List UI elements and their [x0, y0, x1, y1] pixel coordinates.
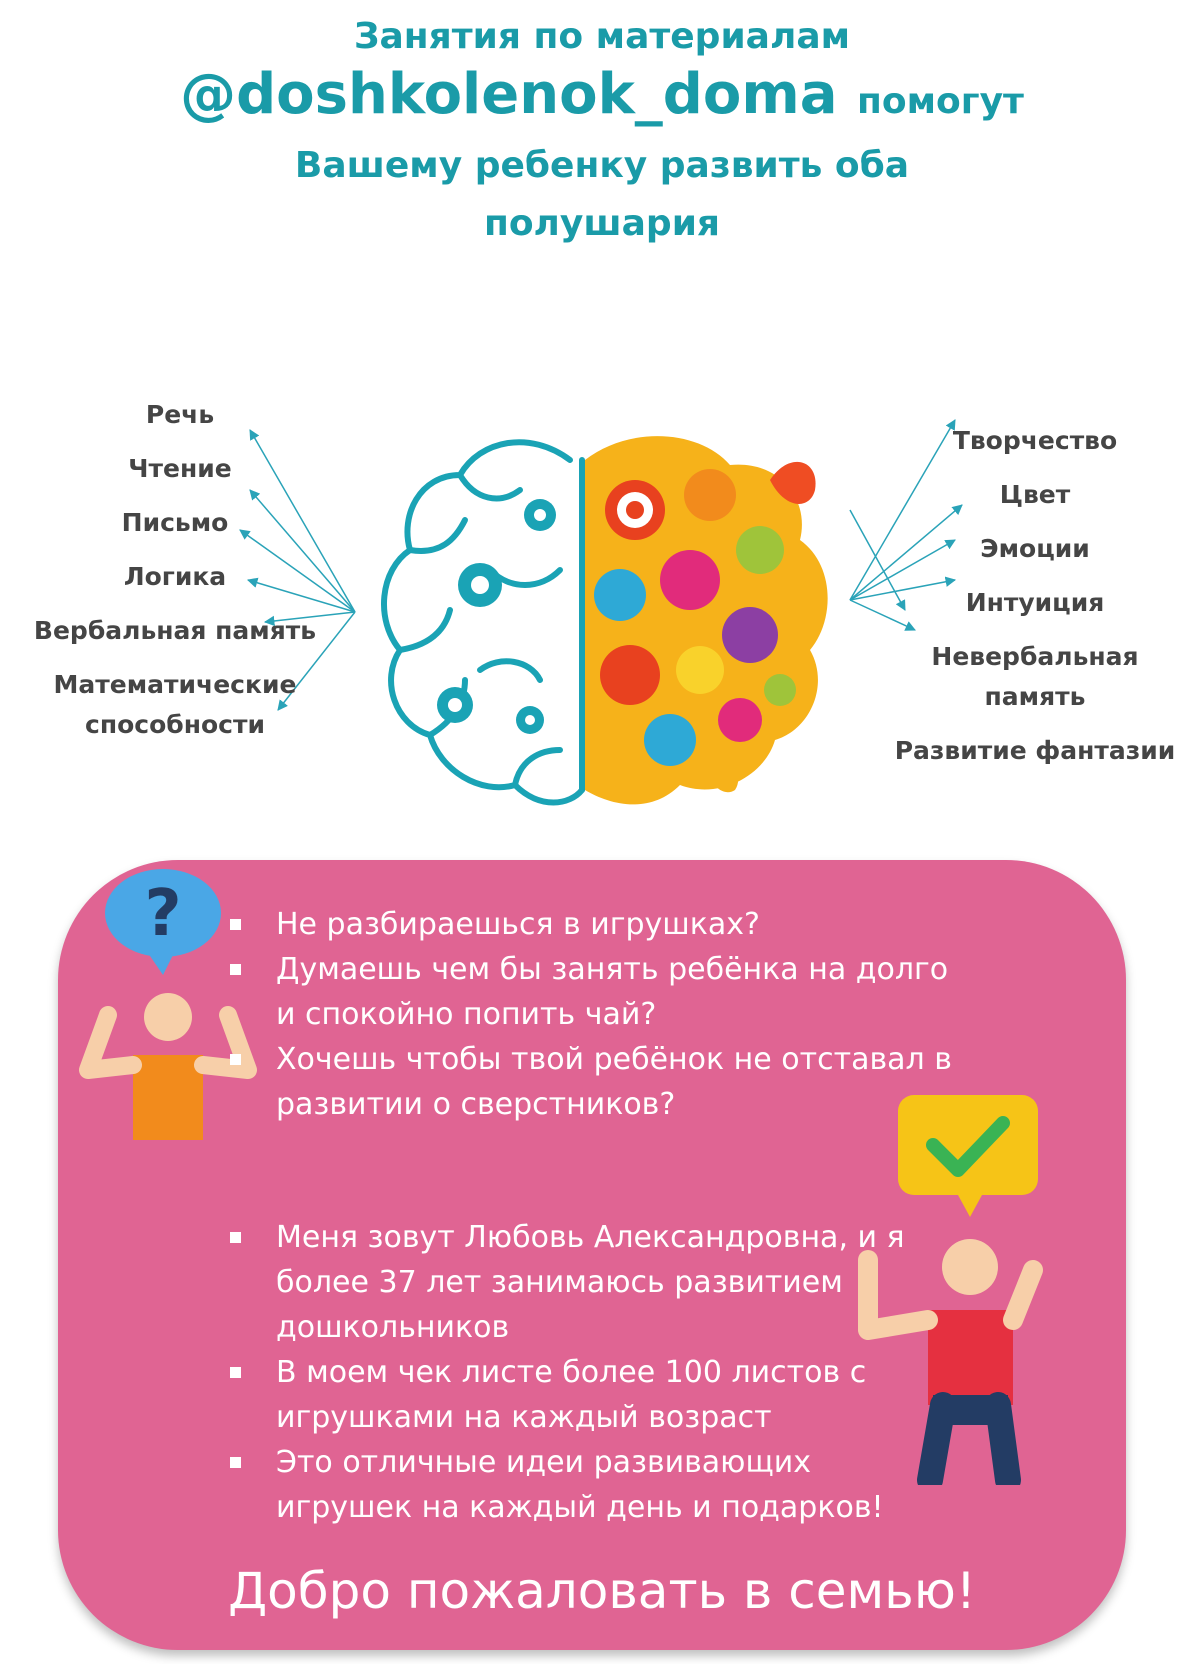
label-pismo: Письмо: [121, 508, 229, 537]
brain-diagram: [0, 390, 1204, 830]
answer-item: Это отличные идеи развивающих игрушек на каждый день и подарков!: [230, 1440, 930, 1530]
header-line-1: Занятия по материалам: [353, 16, 851, 57]
question-item: Думаешь чем бы занять ребёнка на долго и спокойно попить чай?: [230, 947, 970, 1037]
brain-illustration: [370, 420, 840, 820]
arrow-intuiciya: [850, 580, 955, 600]
arrow-cvet: [850, 505, 962, 600]
header-line-3: Вашему ребенку развить оба: [294, 145, 910, 186]
answer-item: В моем чек листе более 100 листов с игрушками на каждый возраст: [230, 1350, 930, 1440]
label-math-line-2: способности: [85, 710, 265, 739]
header-line-2: [0, 60, 1204, 137]
label-cvet: Цвет: [999, 480, 1071, 509]
questions-list: [230, 902, 970, 1127]
instagram-handle: @doshkolenok_doma: [180, 62, 838, 127]
label-chtenie: Чтение: [128, 454, 232, 483]
welcome-text: Добро пожаловать в семью!: [228, 1562, 976, 1620]
label-nonverbal-line-2: память: [984, 682, 1086, 711]
question-item: Не разбираешься в игрушках?: [230, 902, 970, 947]
label-emocii: Эмоции: [980, 534, 1090, 563]
label-rech: Речь: [145, 400, 215, 429]
label-tvorchestvo: Творчество: [952, 426, 1118, 455]
answer-item: Меня зовут Любовь Александровна, и я более 37 лет занимаюсь развитием дошкольников: [230, 1215, 930, 1350]
person-icon: [88, 993, 248, 1140]
arrow-chtenie: [250, 490, 355, 612]
arrow-pismo: [240, 530, 355, 612]
header: [0, 14, 1204, 253]
label-logika: Логика: [123, 562, 227, 591]
label-intuiciya: Интуиция: [965, 588, 1105, 617]
answers-list: [230, 1215, 930, 1530]
header-line-2-suffix: помогут: [857, 81, 1024, 122]
arrow-emocii: [850, 540, 955, 600]
label-verbal-memory: Вербальная память: [33, 616, 317, 645]
label-fantasy: Развитие фантазии: [894, 736, 1176, 765]
left-hemisphere-icon: [384, 442, 582, 802]
question-bubble-icon: [105, 869, 221, 975]
right-hemisphere-icon: [585, 436, 828, 804]
header-line-4: полушария: [483, 203, 721, 244]
svg-text:?: ?: [144, 877, 182, 951]
label-math-line-1: Математические: [53, 670, 297, 699]
question-item: Хочешь чтобы твой ребёнок не отставал в развитии о сверстников?: [230, 1037, 970, 1127]
label-nonverbal-line-1: Невербальная: [931, 642, 1139, 671]
arrow-nonverbal: [850, 600, 915, 630]
